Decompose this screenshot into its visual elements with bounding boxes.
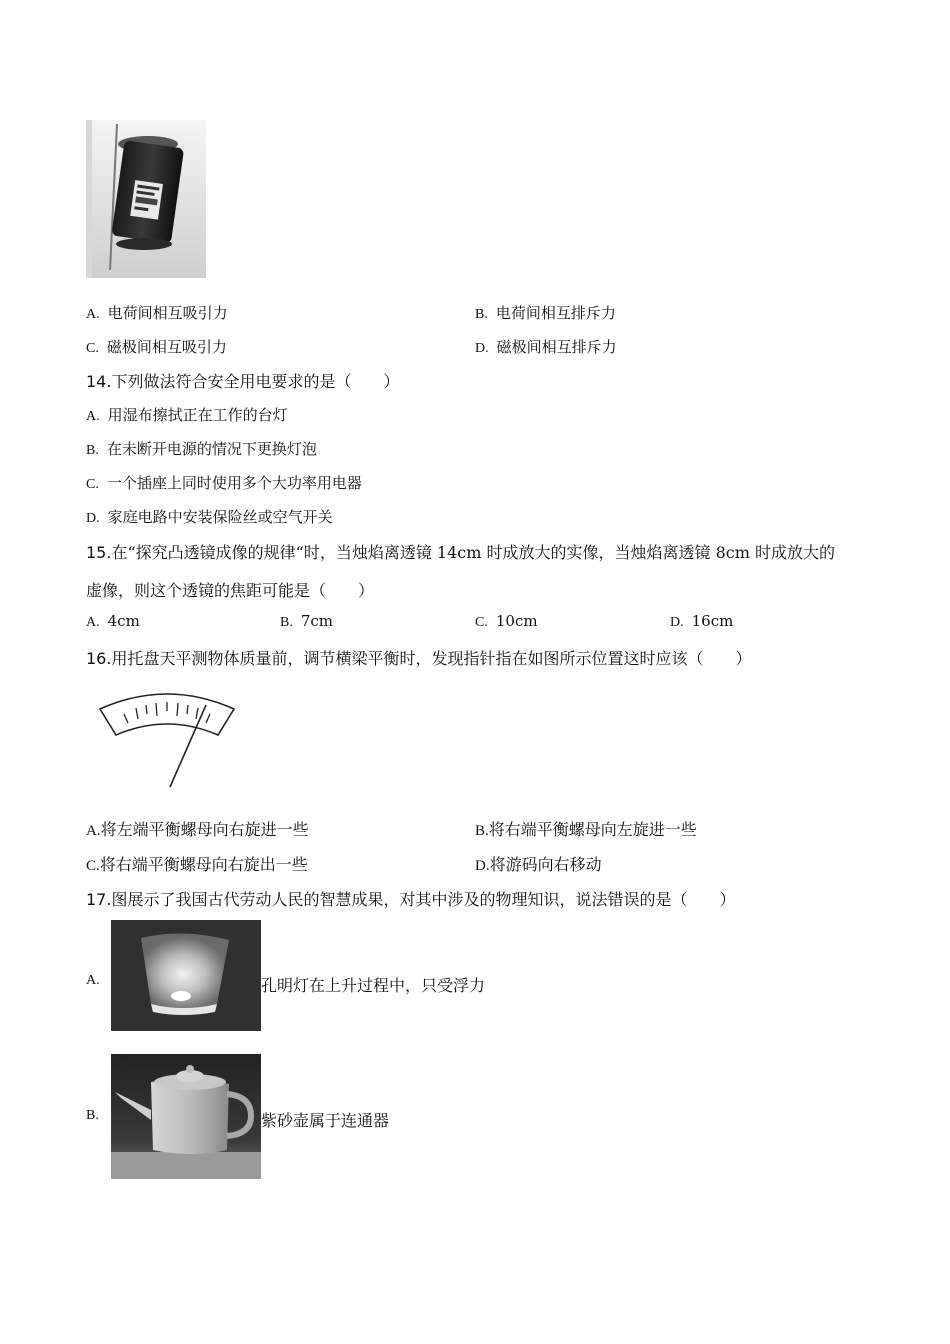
option-label: B.: [280, 615, 293, 630]
option-text: 磁极间相互排斥力: [496, 338, 617, 356]
q15-option-c: [475, 612, 538, 631]
option-label: D.: [670, 615, 684, 630]
q17-stem: [86, 887, 735, 910]
q14-option-b: [86, 438, 317, 459]
q16-stem: [86, 646, 751, 669]
option-text: 将游码向右移动: [489, 855, 602, 874]
q13-option-d: [475, 336, 617, 357]
question-text: 图展示了我国古代劳动人民的智慧成果，对其中涉及的物理知识，说法错误的是（ ）: [111, 890, 736, 909]
teapot-photo: [111, 1054, 261, 1179]
option-text: 电荷间相互排斥力: [495, 304, 616, 322]
question-number: 17.: [86, 890, 112, 909]
question-number: 16.: [86, 649, 112, 668]
option-label: D.: [475, 858, 490, 874]
option-label: B.: [475, 307, 488, 322]
q17-option-b-label: B.: [86, 1108, 99, 1123]
question-text: 虚像，则这个透镜的焦距可能是（ ）: [86, 581, 375, 600]
option-text: 7cm: [300, 612, 334, 630]
option-text: 将左端平衡螺母向右旋进一些: [100, 820, 309, 839]
q15-stem-line1: [86, 540, 835, 563]
sky-lantern-photo: [111, 920, 261, 1031]
question-text: 用托盘天平测物体质量前，调节横梁平衡时，发现指针指在如图所示位置这时应该（ ）: [111, 649, 752, 668]
q17-option-a-label: A.: [86, 973, 100, 988]
option-text: 10cm: [495, 612, 538, 630]
q15-stem-line2: [86, 578, 374, 601]
option-label: D.: [475, 341, 489, 356]
option-label: A.: [86, 409, 100, 424]
q15-option-a: [86, 612, 140, 631]
option-label: C.: [86, 477, 99, 492]
option-text: 一个插座上同时使用多个大功率用电器: [106, 474, 362, 492]
q14-option-c: [86, 472, 362, 493]
option-text: 电荷间相互吸引力: [107, 304, 228, 322]
q13-option-a: [86, 302, 228, 323]
option-text: 将右端平衡螺母向右旋出一些: [99, 855, 308, 874]
option-label: B.: [475, 823, 489, 839]
option-text: 磁极间相互吸引力: [106, 338, 227, 356]
option-label: C.: [86, 858, 100, 874]
option-text: 16cm: [691, 612, 734, 630]
q16-option-a: [86, 817, 309, 840]
q16-option-d: [475, 852, 602, 875]
q17-option-a-text: 孔明灯在上升过程中，只受浮力: [261, 976, 486, 995]
option-label: B.: [86, 443, 99, 458]
option-text: 家庭电路中安装保险丝或空气开关: [107, 508, 333, 526]
option-text: 将右端平衡螺母向左旋进一些: [488, 820, 697, 839]
q13-option-b: [475, 302, 616, 323]
question-text: 在“探究凸透镜成像的规律“时，当烛焰离透镜 14cm 时成放大的实像，当烛焰离透镜 8cm 时成放大的: [111, 543, 835, 562]
balance-dial-figure: [94, 683, 240, 793]
question-text: 下列做法符合安全用电要求的是（ ）: [111, 372, 400, 391]
q16-option-c: [86, 852, 308, 875]
option-label: C.: [86, 341, 99, 356]
option-text: 在未断开电源的情况下更换灯泡: [106, 440, 317, 458]
q14-stem: [86, 369, 399, 392]
q17-option-b-text: 紫砂壶属于连通器: [261, 1111, 390, 1130]
q13-option-c: [86, 336, 227, 357]
option-label: C.: [475, 615, 488, 630]
q14-option-a: [86, 404, 288, 425]
question-number: 15.: [86, 543, 112, 562]
q16-option-b: [475, 817, 697, 840]
option-label: A.: [86, 823, 101, 839]
q14-option-d: [86, 506, 333, 527]
can-magnet-photo: [86, 120, 206, 278]
option-text: 用湿布擦拭正在工作的台灯: [107, 406, 288, 424]
option-label: A.: [86, 307, 100, 322]
q15-option-d: [670, 612, 733, 631]
q15-option-b: [280, 612, 333, 631]
option-label: D.: [86, 511, 100, 526]
question-number: 14.: [86, 372, 112, 391]
option-text: 4cm: [107, 612, 140, 630]
option-label: A.: [86, 615, 100, 630]
